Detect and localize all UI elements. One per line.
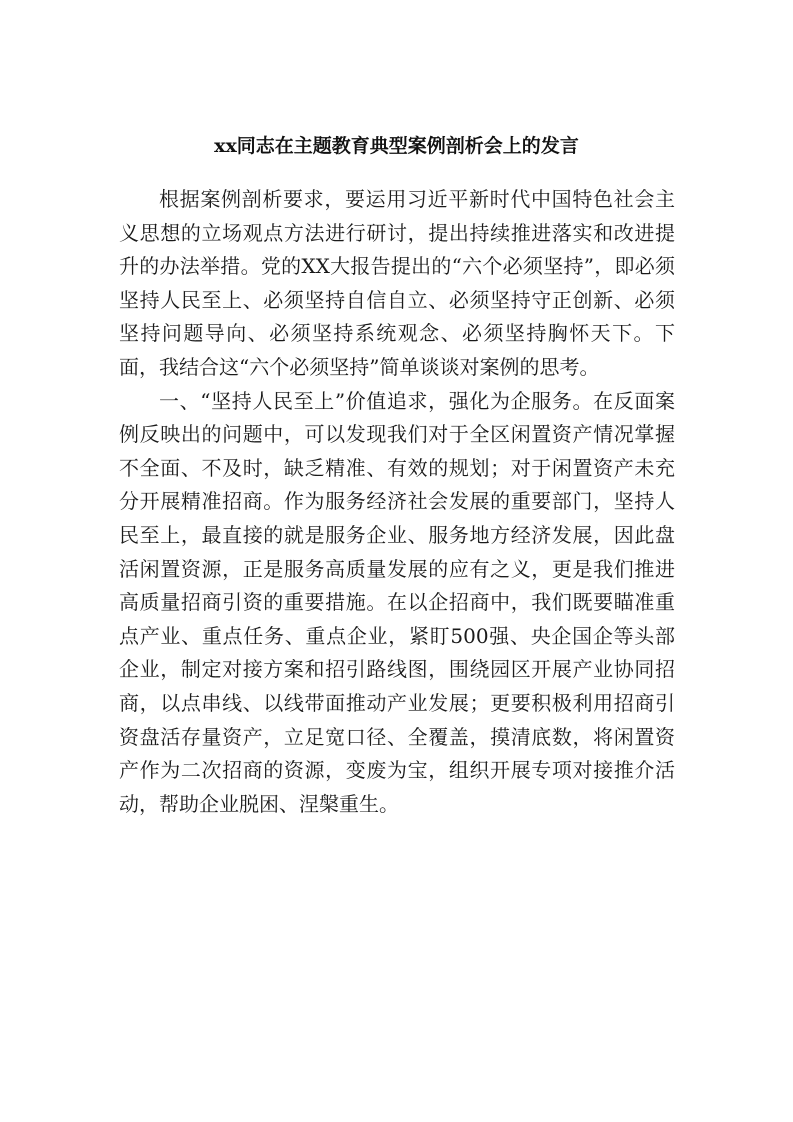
document-title: xx同志在主题教育典型案例剖析会上的发言 — [214, 135, 579, 157]
document-body — [119, 183, 675, 821]
paragraph-intro: 根据案例剖析要求，要运用习近平新时代中国特色社会主义思想的立场观点方法进行研讨，提出持续推进落实和改进提升的办法举措。党的XX大报告提出的“六个必须坚持”，即必须坚持人民至上、必须坚持自信自立、必须坚持守正创新、必须坚持问题导向、必须坚持系统观念、必须坚持胸怀天下。下面，我结合这“六个必须坚持”简单谈谈对案例的思考。 — [119, 187, 675, 379]
paragraph-section-one: 一、“坚持人民至上”价值追求，强化为企服务。在反面案例反映出的问题中，可以发现我们对于全区闲置资产情况掌握不全面、不及时，缺乏精准、有效的规划；对于闲置资产未充分开展精准招商。作为服务经济社会发展的重要部门，坚持人民至上，最直接的就是服务企业、服务地方经济发展，因此盘活闲置资源，正是服务高质量发展的应有之义，更是我们推进高质量招商引资的重要措施。在以企招商中，我们既要瞄准重点产业、重点任务、重点企业，紧盯500强、央企国企等头部企业，制定对接方案和招引路线图，围绕园区开展产业协同招商，以点串线、以线带面推动产业发展；更要积极利用招商引资盘活存量资产，立足宽口径、全覆盖，摸清底数，将闲置资产作为二次招商的资源，变废为宝，组织开展专项对接推介活动，帮助企业脱困、涅槃重生。 — [119, 388, 675, 816]
